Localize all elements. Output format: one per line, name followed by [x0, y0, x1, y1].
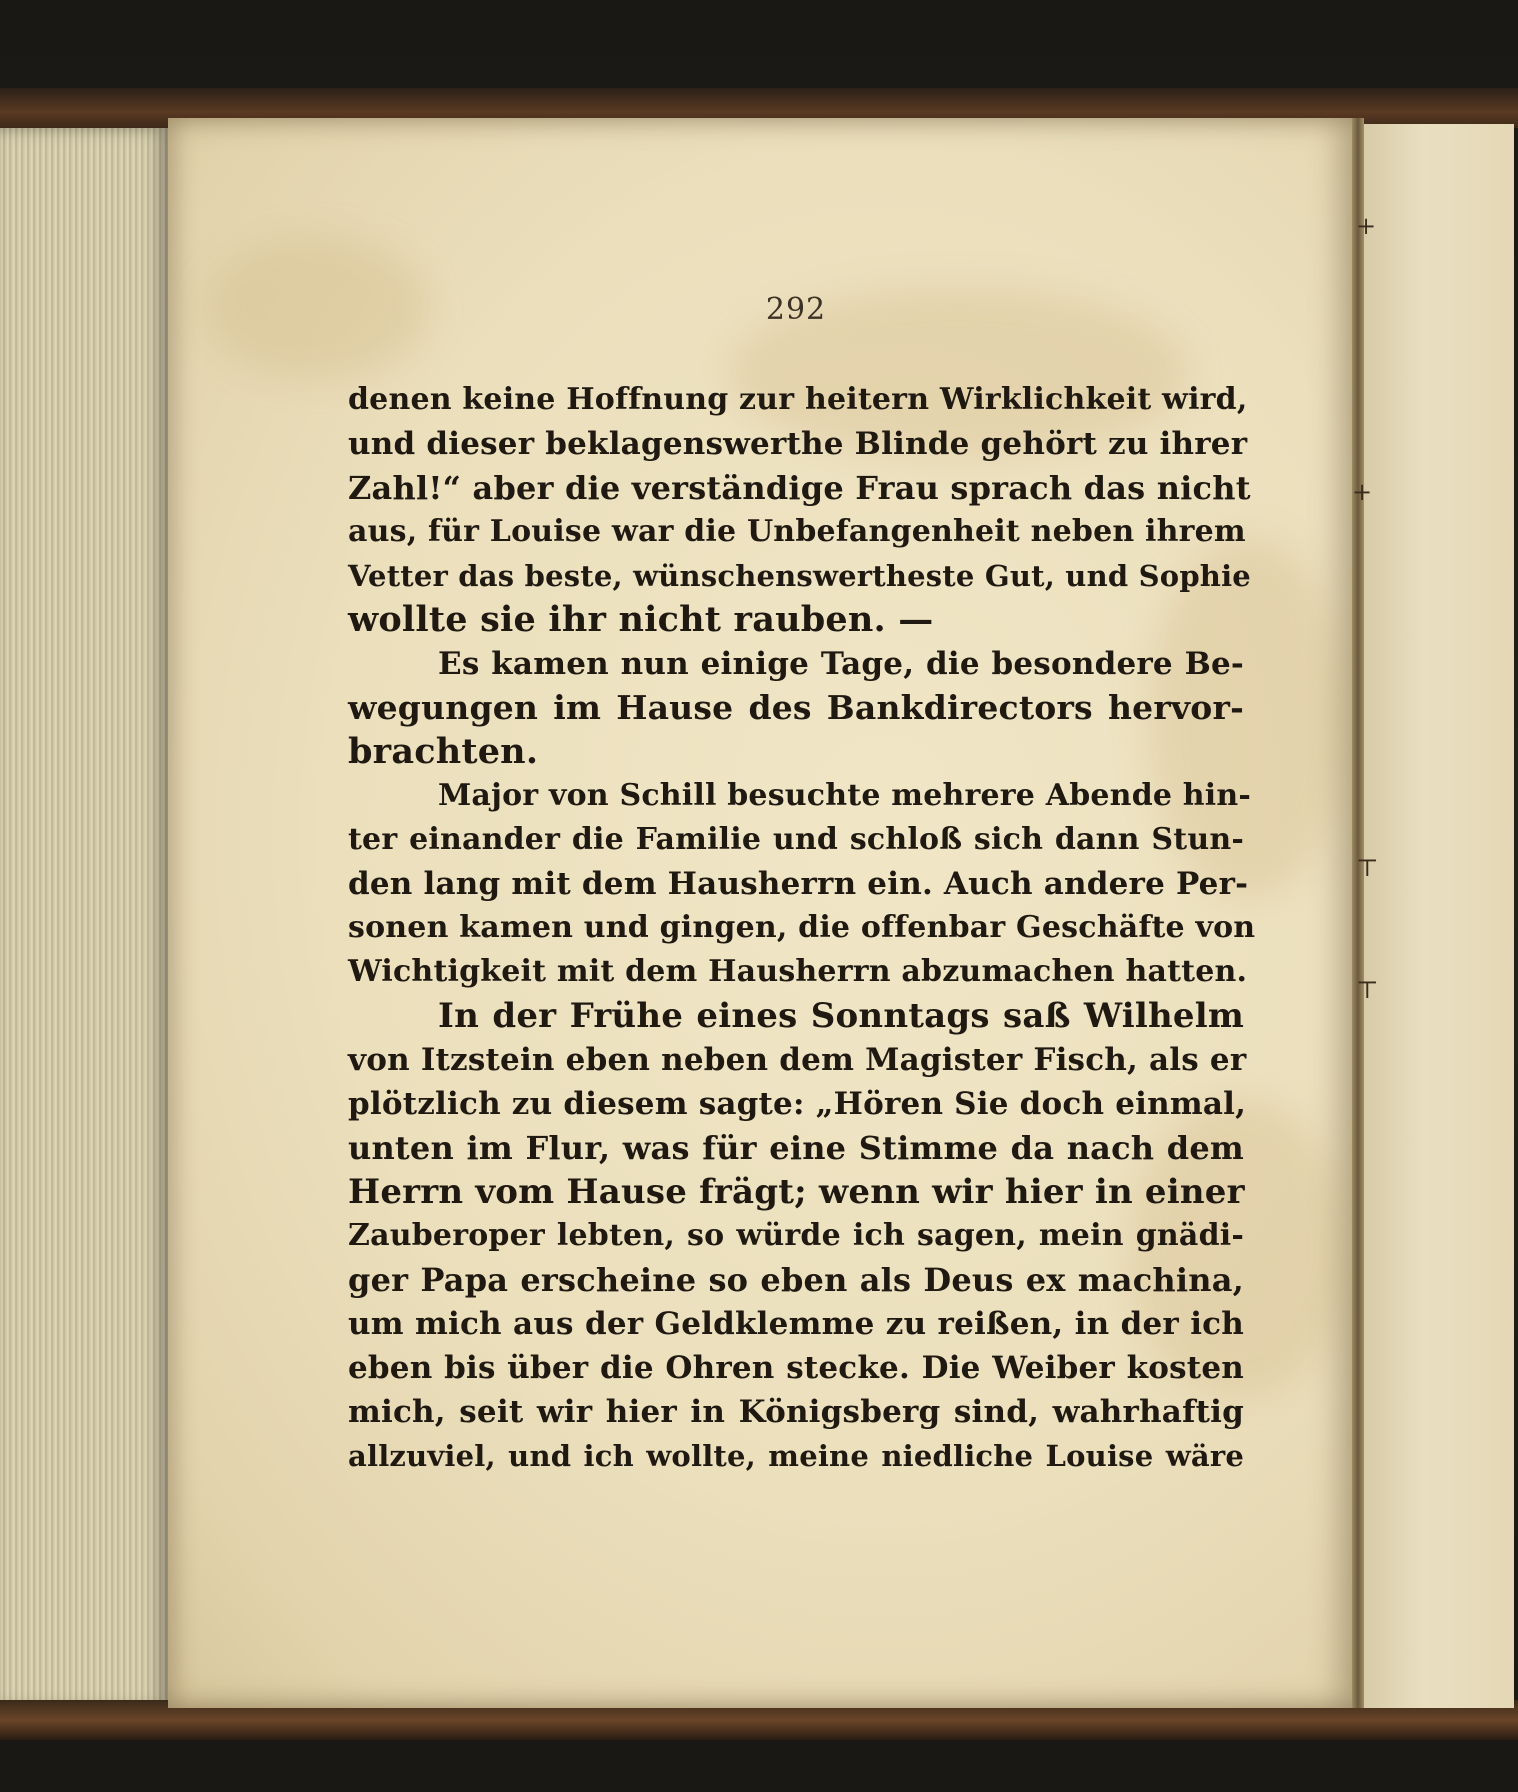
text-line: und dieser beklagenswerthe Blinde gehört zu ihrer: [348, 426, 1248, 462]
text-line: Zauberoper lebten, so würde ich sagen, mein gnädi-: [348, 1218, 1244, 1253]
text-line: den lang mit dem Hausherrn ein. Auch andere Per-: [348, 866, 1249, 902]
text-line: allzuviel, und ich wollte, meine niedliche Louise wäre: [348, 1439, 1244, 1473]
foxing-stain: [208, 238, 428, 378]
text-line: plötzlich zu diesem sagte: „Hören Sie doch einmal,: [348, 1086, 1247, 1122]
text-line: wollte sie ihr nicht rauben. —: [348, 599, 934, 640]
text-line: sonen kamen und gingen, die offenbar Geschäfte von: [348, 910, 1256, 945]
margin-mark: +: [1356, 212, 1377, 240]
page-text: [348, 378, 1256, 1478]
margin-mark: ⊤: [1356, 854, 1379, 882]
text-line: ger Papa erscheine so eben als Deus ex machina,: [348, 1261, 1244, 1299]
text-line: Wichtigkeit mit dem Hausherrn abzumachen hatten.: [348, 954, 1248, 989]
text-line: Es kamen nun einige Tage, die besondere Be-: [438, 646, 1244, 682]
text-line: unten im Flur, was für eine Stimme da nach dem: [348, 1129, 1244, 1167]
book-page-edges: [0, 128, 174, 1708]
text-line: Herrn vom Hause frägt; wenn wir hier in einer: [348, 1172, 1245, 1212]
text-line: aus, für Louise war die Unbefangenheit neben ihrem: [348, 514, 1246, 549]
text-line: Major von Schill besuchte mehrere Abende hin-: [438, 778, 1252, 813]
text-line: In der Frühe eines Sonntags saß Wilhelm: [438, 996, 1244, 1036]
text-line: ter einander die Familie und schloß sich dann Stun-: [348, 822, 1244, 857]
right-page-sliver: [1364, 124, 1514, 1708]
book-gutter: [1352, 118, 1364, 1708]
text-line: brachten.: [348, 731, 539, 772]
text-line: wegungen im Hause des Bankdirectors hervor-: [348, 688, 1244, 727]
text-line: mich, seit wir hier in Königsberg sind, wahrhaftig: [348, 1394, 1244, 1430]
text-line: eben bis über die Ohren stecke. Die Weiber kosten: [348, 1350, 1244, 1386]
text-line: um mich aus der Geldklemme zu reißen, in der ich: [348, 1306, 1244, 1342]
text-line: Zahl!“ aber die verständige Frau sprach das nicht: [348, 469, 1251, 507]
page-number: 292: [765, 292, 827, 327]
text-line: Vetter das beste, wünschenswertheste Gut, und Sophie: [348, 559, 1251, 593]
margin-mark: +: [1352, 478, 1373, 506]
text-line: von Itzstein eben neben dem Magister Fisch, als er: [348, 1042, 1247, 1078]
text-line: denen keine Hoffnung zur heitern Wirklichkeit wird,: [348, 382, 1248, 417]
margin-mark: ⊤: [1356, 976, 1379, 1004]
